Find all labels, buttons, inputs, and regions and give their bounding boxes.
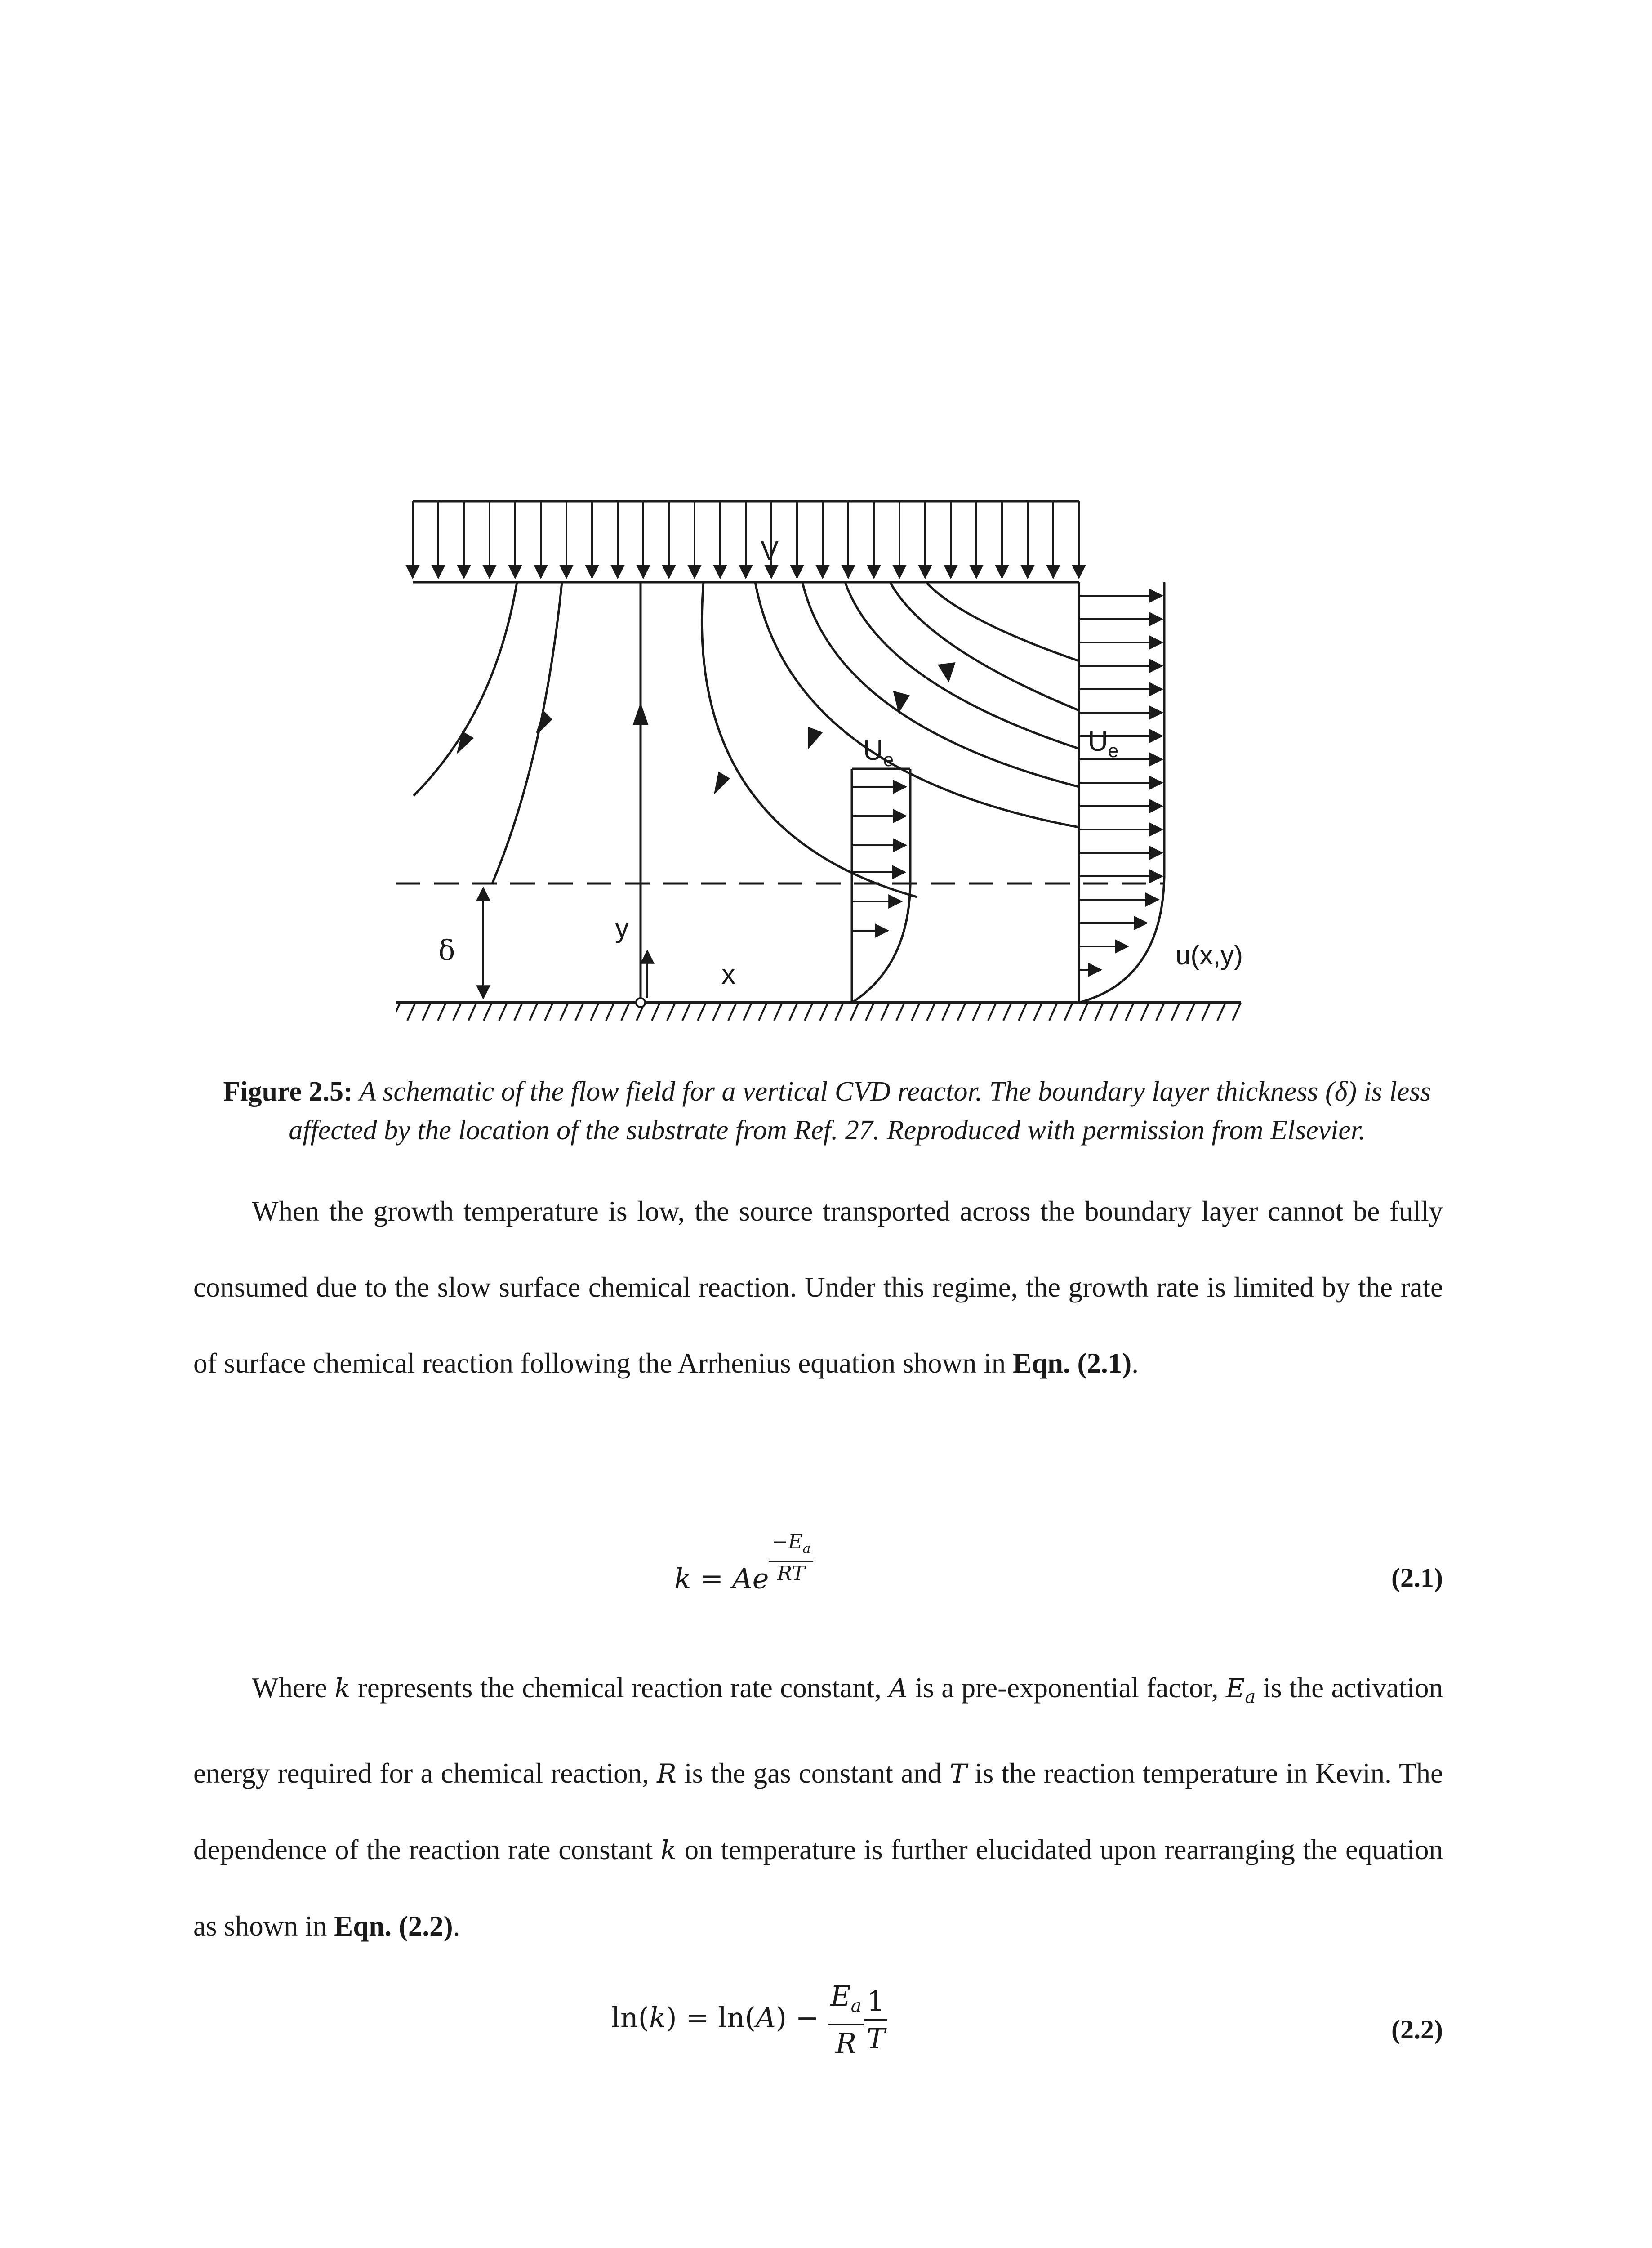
hatch-line (621, 1003, 629, 1021)
hatch-line (606, 1003, 614, 1021)
hatch-line (682, 1003, 690, 1021)
hatch-line (927, 1003, 935, 1021)
streamline-7 (890, 582, 1079, 710)
hatch-line (789, 1003, 797, 1021)
hatch-line (1080, 1003, 1088, 1021)
equation-2-1: k = Ae $^{\frac{-E_a}{RT}}$ (2.1) (674, 1530, 1443, 1595)
hatch-line (545, 1003, 553, 1021)
substrate-hatching (396, 1003, 1241, 1021)
hatch-line (820, 1003, 828, 1021)
hatch-line (866, 1003, 874, 1021)
hatch-line (912, 1003, 920, 1021)
hatch-line (1126, 1003, 1134, 1021)
v-label: V (761, 535, 779, 566)
hatch-line (1049, 1003, 1057, 1021)
para1-ref: Eqn. (2.1) (1012, 1347, 1132, 1379)
hatch-line (591, 1003, 599, 1021)
equation-2-2-number: (2.2) (1391, 2015, 1443, 2044)
stream-arrow-6 (895, 692, 908, 710)
paragraph-1: When the growth temperature is low, the source transported across the boundary layer cannot be fully consumed due to the slow surface chemical reaction. Under this regime, the growth rate is limited by the rate of surface chemical reaction following the Arrhenius equation shown in Eqn. (2.1). (193, 1195, 1443, 1379)
hatch-line (988, 1003, 996, 1021)
ue-left-label: $U_e$ (863, 735, 894, 770)
x-label: x (721, 959, 735, 990)
hatch-line (1187, 1003, 1195, 1021)
flow-field-figure (396, 481, 1250, 1034)
hatch-line (1233, 1003, 1241, 1021)
hatch-line (438, 1003, 446, 1021)
stream-arrow-7 (940, 664, 954, 680)
hatch-line (1003, 1003, 1011, 1021)
hatch-line (396, 1003, 400, 1021)
figure-caption (216, 1072, 1438, 1150)
hatch-line (850, 1003, 859, 1021)
hatch-line (1202, 1003, 1210, 1021)
hatch-line (530, 1003, 538, 1021)
equation-2-1-number: (2.1) (1391, 1563, 1443, 1592)
hatch-line (453, 1003, 461, 1021)
para2-ref: Eqn. (2.2) (334, 1910, 453, 1942)
equation-2-2: ln(k) = ln(A) − $\frac{E_a}{R}$ $\frac{1}{T}$ (2.2) (193, 1978, 1443, 2068)
u-label: u(x,y) (1176, 940, 1243, 970)
stream-arrow-5 (809, 728, 821, 746)
delta-label: δ (438, 934, 455, 967)
outer-profile-arrows (1079, 596, 1162, 970)
hatch-line (423, 1003, 431, 1021)
streamline-1 (414, 582, 517, 796)
caption-text: A schematic of the flow field for a vertical CVD reactor. The boundary layer thickness (δ) is less affected by the location of the substrate from Ref. 27. Reproduced with permission from Elsevier. (289, 1076, 1431, 1146)
streamline-5 (802, 582, 1079, 787)
hatch-line (575, 1003, 583, 1021)
hatch-line (1217, 1003, 1225, 1021)
hatch-line (484, 1003, 492, 1021)
hatch-line (728, 1003, 736, 1021)
hatch-line (468, 1003, 476, 1021)
origin-point (636, 998, 645, 1007)
hatch-line (560, 1003, 568, 1021)
hatch-line (942, 1003, 950, 1021)
hatch-line (957, 1003, 966, 1021)
hatch-line (667, 1003, 675, 1021)
hatch-line (1110, 1003, 1118, 1021)
hatch-line (1019, 1003, 1027, 1021)
streamline-2 (492, 582, 562, 883)
hatch-line (774, 1003, 782, 1021)
hatch-line (881, 1003, 889, 1021)
hatch-line (1034, 1003, 1042, 1021)
para1-text: When the growth temperature is low, the source transported across the boundary layer cannot be fully consumed due to the slow surface chemical reaction. Under this regime, the growth rate is limited by the rate of surface chemical reaction following the Arrhenius equation shown in (193, 1195, 1443, 1379)
hatch-line (713, 1003, 721, 1021)
hatch-line (835, 1003, 843, 1021)
streamline-4 (755, 582, 1079, 827)
ue-right-label: $U_e$ (1088, 726, 1119, 761)
hatch-line (1141, 1003, 1149, 1021)
hatch-line (759, 1003, 767, 1021)
inlet-arrows (413, 501, 1079, 578)
hatch-line (652, 1003, 660, 1021)
stream-arrow-2 (537, 713, 551, 733)
hatch-line (1156, 1003, 1164, 1021)
stream-arrow-4 (716, 773, 728, 791)
paragraph-2: Where k represents the chemical reaction rate constant, A is a pre-exponential factor, $E_a$ is the activation energy required for a chemical reaction, R is the gas constant and T is the reaction temperature in Kevin. The dependence of the reaction rate constant k on temperature is further elucidated upon rearranging the equation as shown in Eqn. (2.2). (193, 1672, 1443, 1942)
hatch-line (698, 1003, 706, 1021)
hatch-line (896, 1003, 904, 1021)
hatch-line (1095, 1003, 1103, 1021)
outer-profile-curve (1079, 582, 1164, 1003)
hatch-line (1171, 1003, 1180, 1021)
streamline-6 (845, 582, 1079, 749)
hatch-line (1064, 1003, 1073, 1021)
stream-arrow-3 (634, 706, 647, 724)
hatch-line (744, 1003, 752, 1021)
hatch-line (973, 1003, 981, 1021)
y-label: y (615, 913, 629, 944)
hatch-line (499, 1003, 507, 1021)
inner-profile-arrows (852, 787, 906, 931)
flow-field-diagram (396, 481, 1250, 1034)
hatch-line (514, 1003, 522, 1021)
streamline-8 (926, 582, 1079, 661)
caption-label: Figure 2.5: (223, 1076, 353, 1107)
hatch-line (407, 1003, 415, 1021)
hatch-line (805, 1003, 813, 1021)
